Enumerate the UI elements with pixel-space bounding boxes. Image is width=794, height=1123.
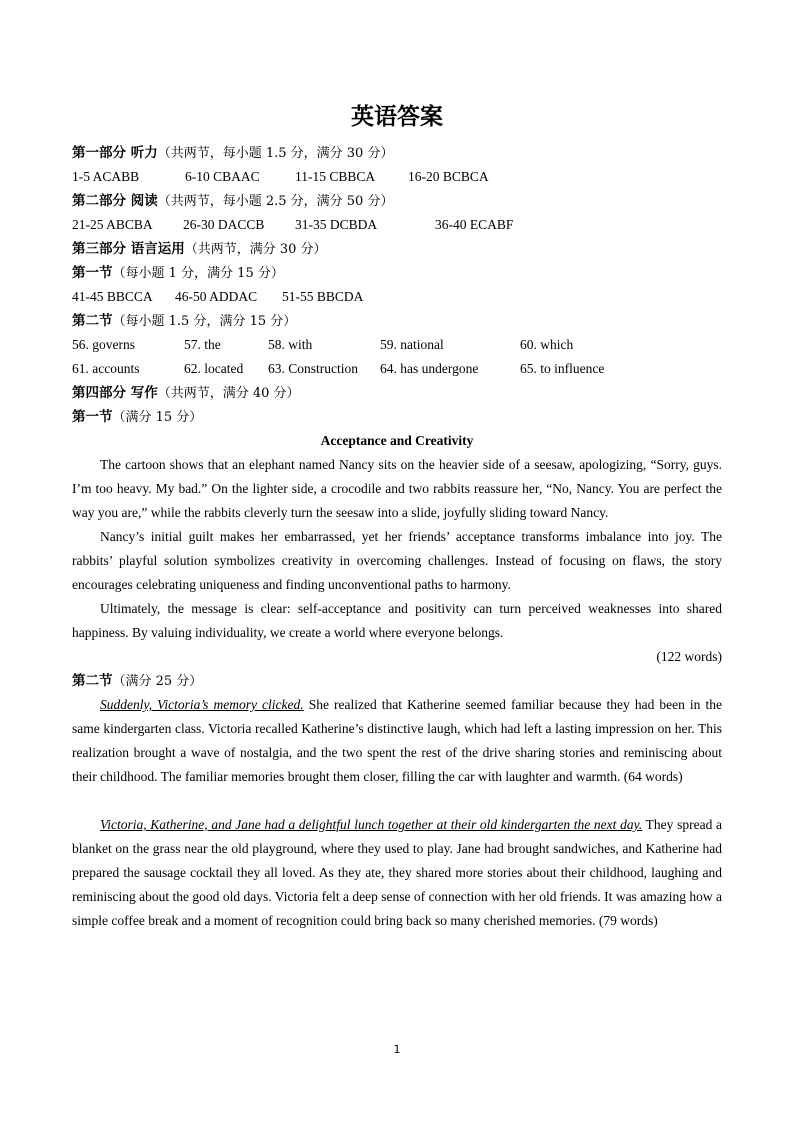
essay-title: Acceptance and Creativity	[320, 433, 474, 448]
part2-answer: 21-25 ABCBA	[72, 217, 153, 232]
blank-answer: 64. has undergone	[380, 361, 479, 376]
part4-heading	[72, 381, 300, 406]
part4-section2-heading	[72, 669, 202, 694]
essay-paragraph: Ultimately, the message is clear: self-acceptance and positivity can turn perceived weaknesses into shared happiness. By valuing individuality, we create a world where everyone belongs.	[72, 601, 722, 640]
blank-answer: 60. which	[520, 337, 574, 352]
part3-heading	[72, 237, 327, 262]
part3-sec1-note: （每小题 1 分，满分 15 分）	[112, 266, 284, 281]
part2-head: 第二部分 阅读	[72, 193, 158, 209]
part3-sec2-note: （每小题 1.5 分，满分 15 分）	[112, 314, 297, 329]
part4-sec2-head: 第二节	[72, 673, 113, 689]
story-opening-sentence: Victoria, Katherine, and Jane had a delightful lunch together at their old kindergarten the next day.	[100, 817, 643, 832]
story-paragraph	[72, 813, 722, 933]
part1-answer: 16-20 BCBCA	[408, 169, 489, 184]
part4-sec2-note: （满分 25 分）	[112, 674, 203, 689]
blank-answer: 57. the	[184, 337, 221, 352]
part3-answer: 46-50 ADDAC	[175, 289, 258, 304]
part3-sec1-head: 第一节	[72, 265, 113, 281]
story-paragraph	[72, 693, 722, 789]
part3-answer: 41-45 BBCCA	[72, 289, 153, 304]
blank-answer: 56. governs	[72, 337, 135, 352]
story-opening-sentence: Suddenly, Victoria’s memory clicked.	[100, 697, 304, 712]
part1-heading	[72, 141, 393, 166]
part1-note: （共两节，每小题 1.5 分，满分 30 分）	[157, 146, 394, 161]
part3-answer: 51-55 BBCDA	[282, 289, 364, 304]
blank-answer: 65. to influence	[520, 361, 605, 376]
part3-section1-heading	[72, 261, 284, 286]
essay-paragraph: Nancy’s initial guilt makes her embarrassed, yet her friends’ acceptance transforms imbalance into joy. The rabbits’ playful solution symbolizes creativity in overcoming challenges. Instead of focusing on flaws, the story encourages celebrating uniqueness and finding unconventional paths to harmony.	[72, 529, 722, 592]
part4-head: 第四部分 写作	[72, 385, 158, 401]
part2-answer: 26-30 DACCB	[183, 217, 265, 232]
blank-answer: 59. national	[380, 337, 444, 352]
part1-answer: 1-5 ACABB	[72, 169, 140, 184]
blank-answer: 62. located	[184, 361, 244, 376]
blank-answer: 61. accounts	[72, 361, 140, 376]
page-number: 1	[393, 1043, 401, 1056]
part4-sec1-note: （满分 15 分）	[112, 410, 203, 425]
part2-note: （共两节，每小题 2.5 分，满分 50 分）	[157, 194, 394, 209]
part2-answer: 31-35 DCBDA	[295, 217, 378, 232]
part2-answer: 36-40 ECABF	[435, 217, 514, 232]
part4-note: （共两节，满分 40 分）	[157, 386, 300, 401]
part3-note: （共两节，满分 30 分）	[184, 242, 327, 257]
part1-answer: 11-15 CBBCA	[295, 169, 376, 184]
part4-sec1-head: 第一节	[72, 409, 113, 425]
story-text: They spread a blanket on the grass near the old playground, where they used to play. Jane had brought sandwiches, and Katherine had prepared the sausage cocktail they all loved. As they ate, they shared more stories about their childhood, laughing and reminiscing about the good old days. Victoria felt a deep sense of connection with her old friends. It was amazing how a simple coffee break and a moment of recognition could bring back so many cherished memories. (79 words)	[72, 817, 722, 928]
page-title: 英语答案	[351, 104, 443, 130]
essay-paragraph: The cartoon shows that an elephant named Nancy sits on the heavier side of a seesaw, apologizing, “Sorry, guys. I’m too heavy. My bad.” On the lighter side, a crocodile and two rabbits reassure her, “No, Nancy. You are perfect the way you are,” while the rabbits cleverly turn the seesaw into a slide, joyfully sliding toward Nancy.	[72, 457, 722, 520]
part1-answer: 6-10 CBAAC	[185, 169, 260, 184]
part4-section1-heading	[72, 405, 202, 430]
part3-head: 第三部分 语言运用	[72, 241, 185, 257]
blank-answer: 63. Construction	[268, 361, 358, 376]
essay-word-count: (122 words)	[656, 649, 722, 664]
part3-sec2-head: 第二节	[72, 313, 113, 329]
part3-section2-heading	[72, 309, 296, 334]
part2-heading	[72, 189, 393, 214]
part1-head: 第一部分 听力	[72, 145, 158, 161]
story-text: She realized that Katherine seemed familiar because they had been in the same kindergarten class. Victoria recalled Katherine’s distinctive laugh, which had left a lasting impression on her. This realization brought a wave of nostalgia, and the two spent the rest of the drive sharing stories and reminiscing about their childhood. The familiar memories brought them closer, filling the car with laughter and warmth. (64 words)	[72, 697, 722, 784]
blank-answer: 58. with	[268, 337, 313, 352]
